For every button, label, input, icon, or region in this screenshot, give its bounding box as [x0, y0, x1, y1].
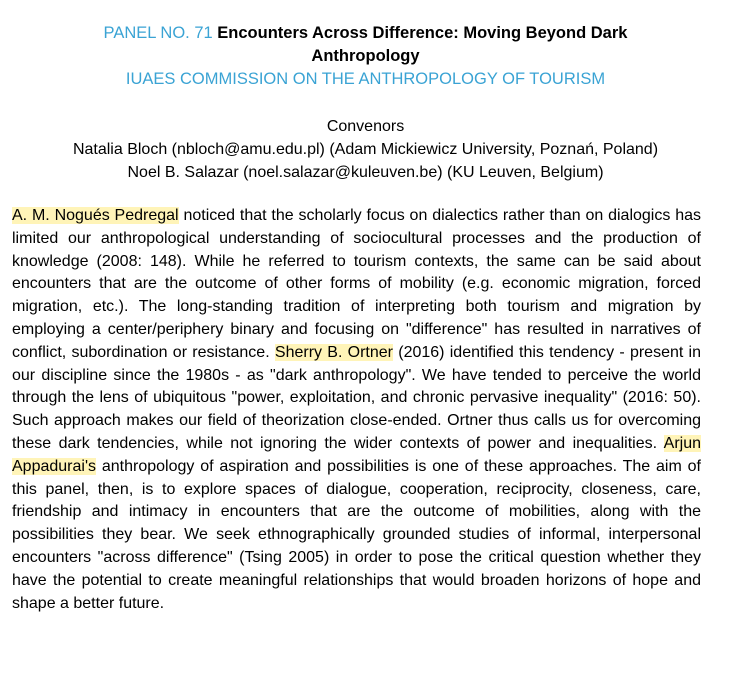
convenors-block: [0, 115, 731, 184]
highlighted-name: Sherry B. Ortner: [274, 343, 393, 361]
panel-title-line-1: [0, 22, 731, 45]
panel-number: PANEL NO. 71: [103, 24, 213, 42]
abstract-text: noticed that the scholarly focus on dialectics rather than on dialogics has limited our anthropological understanding of sociocultural processes and the production of knowledge (2008: 148). While he referred to tourism contexts, the same can be said about encounters that are the outcome of other forms of mobility (e.g. economic migration, forced migration, etc.). The long-standing tradition of interpreting both tourism and migration by employing a center/periphery binary and focusing on "difference" has resulted in narratives of conflict, subordination or resistance.: [12, 207, 701, 361]
abstract-text: (2016) identified this tendency - present in our discipline since the 1980s - as "dark anthropology". We have tended to perceive the world through the lens of ubiquitous "power, exploitation, and chronic pervasive inequality" (2016: 50). Such approach makes our field of theorization close-ended. Ortner thus calls us for overcoming these dark tendencies, while not ignoring the wider contexts of power and inequalities.: [12, 343, 702, 452]
abstract-text: anthropology of aspiration and possibilities is one of these approaches. The aim of this panel, then, is to explore spaces of dialogue, cooperation, reciprocity, closeness, care, friendship and intimacy in encounters that are the outcome of mobilities, along with the possibilities they bear. We seek ethnographically grounded studies of informal, interpersonal encounters "across difference" (Tsing 2005) in order to pose the critical question whether they have the potential to create meaningful relationships that would broaden horizons of hope and shape a better future.: [12, 457, 701, 612]
panel-title-line-2: Anthropology: [311, 47, 420, 65]
panel-header: [0, 22, 731, 91]
convenors-heading: Convenors: [326, 118, 405, 135]
panel-title: Encounters Across Difference: Moving Beyond Dark: [217, 24, 628, 42]
highlighted-name: Arjun Appadurai's: [12, 434, 701, 475]
convenor-2: Noel B. Salazar (noel.salazar@kuleuven.be) (KU Leuven, Belgium): [127, 164, 604, 181]
abstract-paragraph: [12, 205, 701, 615]
highlighted-name: A. M. Nogués Pedregal: [12, 207, 179, 224]
convenor-1: Natalia Bloch (nbloch@amu.edu.pl) (Adam Mickiewicz University, Poznań, Poland): [72, 141, 659, 158]
commission-name: IUAES COMMISSION ON THE ANTHROPOLOGY OF TOURISM: [125, 70, 606, 88]
